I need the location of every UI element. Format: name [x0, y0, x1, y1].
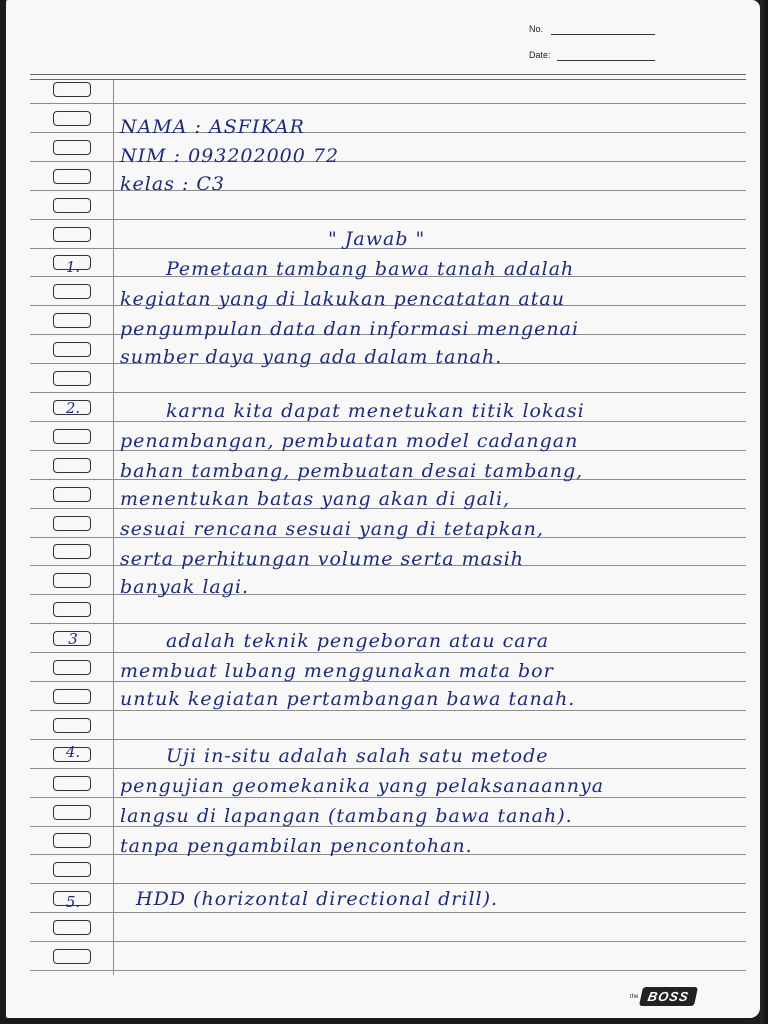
handwritten-line: sumber daya yang ada dalam tanah. [120, 346, 503, 368]
handwritten-line: kegiatan yang di lakukan pencatatan atau [120, 288, 565, 310]
answer-number: 1. [65, 258, 81, 276]
ruled-line [30, 970, 746, 971]
handwritten-line: pengumpulan data dan informasi mengenai [120, 318, 580, 340]
margin-box [53, 805, 91, 820]
handwritten-line: langsu di lapangan (tambang bawa tanah). [120, 805, 573, 827]
handwritten-line: tanpa pengambilan pencontohan. [120, 835, 473, 857]
handwritten-line: karna kita dapat menetukan titik lokasi [166, 400, 585, 422]
answer-number: 5. [65, 893, 81, 911]
notebook-page [6, 0, 760, 1018]
margin-box [53, 573, 91, 588]
handwritten-line: kelas : C3 [120, 173, 226, 195]
handwritten-line: menentukan batas yang akan di gali, [120, 488, 511, 510]
margin-box [53, 602, 91, 617]
date-line [557, 60, 655, 61]
handwritten-line: banyak lagi. [120, 576, 250, 598]
ruled-line [30, 768, 746, 769]
handwritten-line: bahan tambang, pembuatan desai tambang, [120, 460, 584, 482]
ruled-line [30, 652, 746, 653]
ruled-line [30, 883, 746, 884]
ruled-line [30, 219, 746, 220]
header-date [529, 50, 551, 60]
handwritten-line: sesuai rencana sesuai yang di tetapkan, [120, 518, 544, 540]
margin-box [53, 371, 91, 386]
margin-box [53, 949, 91, 964]
no-label: No. [529, 24, 544, 34]
margin-box [53, 140, 91, 155]
margin-box [53, 920, 91, 935]
handwritten-line: HDD (horizontal directional drill). [136, 888, 499, 910]
answer-number: 3 [68, 630, 78, 648]
margin-box [53, 718, 91, 733]
margin-box [53, 458, 91, 473]
top-double-rule [30, 74, 746, 80]
margin-box [53, 429, 91, 444]
margin-box [53, 82, 91, 97]
margin-box [53, 862, 91, 877]
margin-box [53, 198, 91, 213]
ruled-line [30, 739, 746, 740]
handwritten-line: NAMA : ASFIKAR [120, 116, 305, 138]
date-label: Date: [529, 50, 551, 60]
ruled-line [30, 392, 746, 393]
margin-box [53, 111, 91, 126]
answer-number: 2. [65, 399, 81, 417]
ruled-line [30, 623, 746, 624]
margin-box [53, 284, 91, 299]
handwritten-line: " Jawab " [328, 228, 426, 250]
logo-brand: BOSS [639, 987, 698, 1006]
margin-box [53, 776, 91, 791]
notebook-spine [760, 0, 768, 1024]
handwritten-line: serta perhitungan volume serta masih [120, 548, 525, 570]
handwritten-line: Pemetaan tambang bawa tanah adalah [166, 258, 575, 280]
ruled-line [30, 797, 746, 798]
header-no [529, 24, 543, 34]
handwritten-line: penambangan, pembuatan model cadangan [120, 430, 579, 452]
margin-box [53, 313, 91, 328]
handwritten-line: adalah teknik pengeboran atau cara [166, 630, 550, 652]
margin-box [53, 660, 91, 675]
handwritten-line: untuk kegiatan pertambangan bawa tanah. [120, 688, 576, 710]
margin-box [53, 342, 91, 357]
brand-logo [630, 987, 696, 1006]
handwritten-line: Uji in-situ adalah salah satu metode [166, 745, 549, 767]
ruled-line [30, 710, 746, 711]
ruled-line [30, 941, 746, 942]
answer-number: 4. [65, 743, 81, 761]
logo-tm: the [630, 993, 639, 1000]
handwritten-line: pengujian geomekanika yang pelaksanaannya [120, 775, 605, 797]
handwritten-line: membuat lubang menggunakan mata bor [120, 660, 554, 682]
margin-box [53, 833, 91, 848]
margin-box [53, 169, 91, 184]
margin-box [53, 689, 91, 704]
ruled-line [30, 912, 746, 913]
no-line [551, 34, 655, 35]
margin-box [53, 516, 91, 531]
margin-box [53, 544, 91, 559]
margin-line [113, 80, 114, 975]
margin-box [53, 487, 91, 502]
ruled-line [30, 103, 746, 104]
margin-box [53, 227, 91, 242]
handwritten-line: NIM : 093202000 72 [120, 145, 340, 167]
